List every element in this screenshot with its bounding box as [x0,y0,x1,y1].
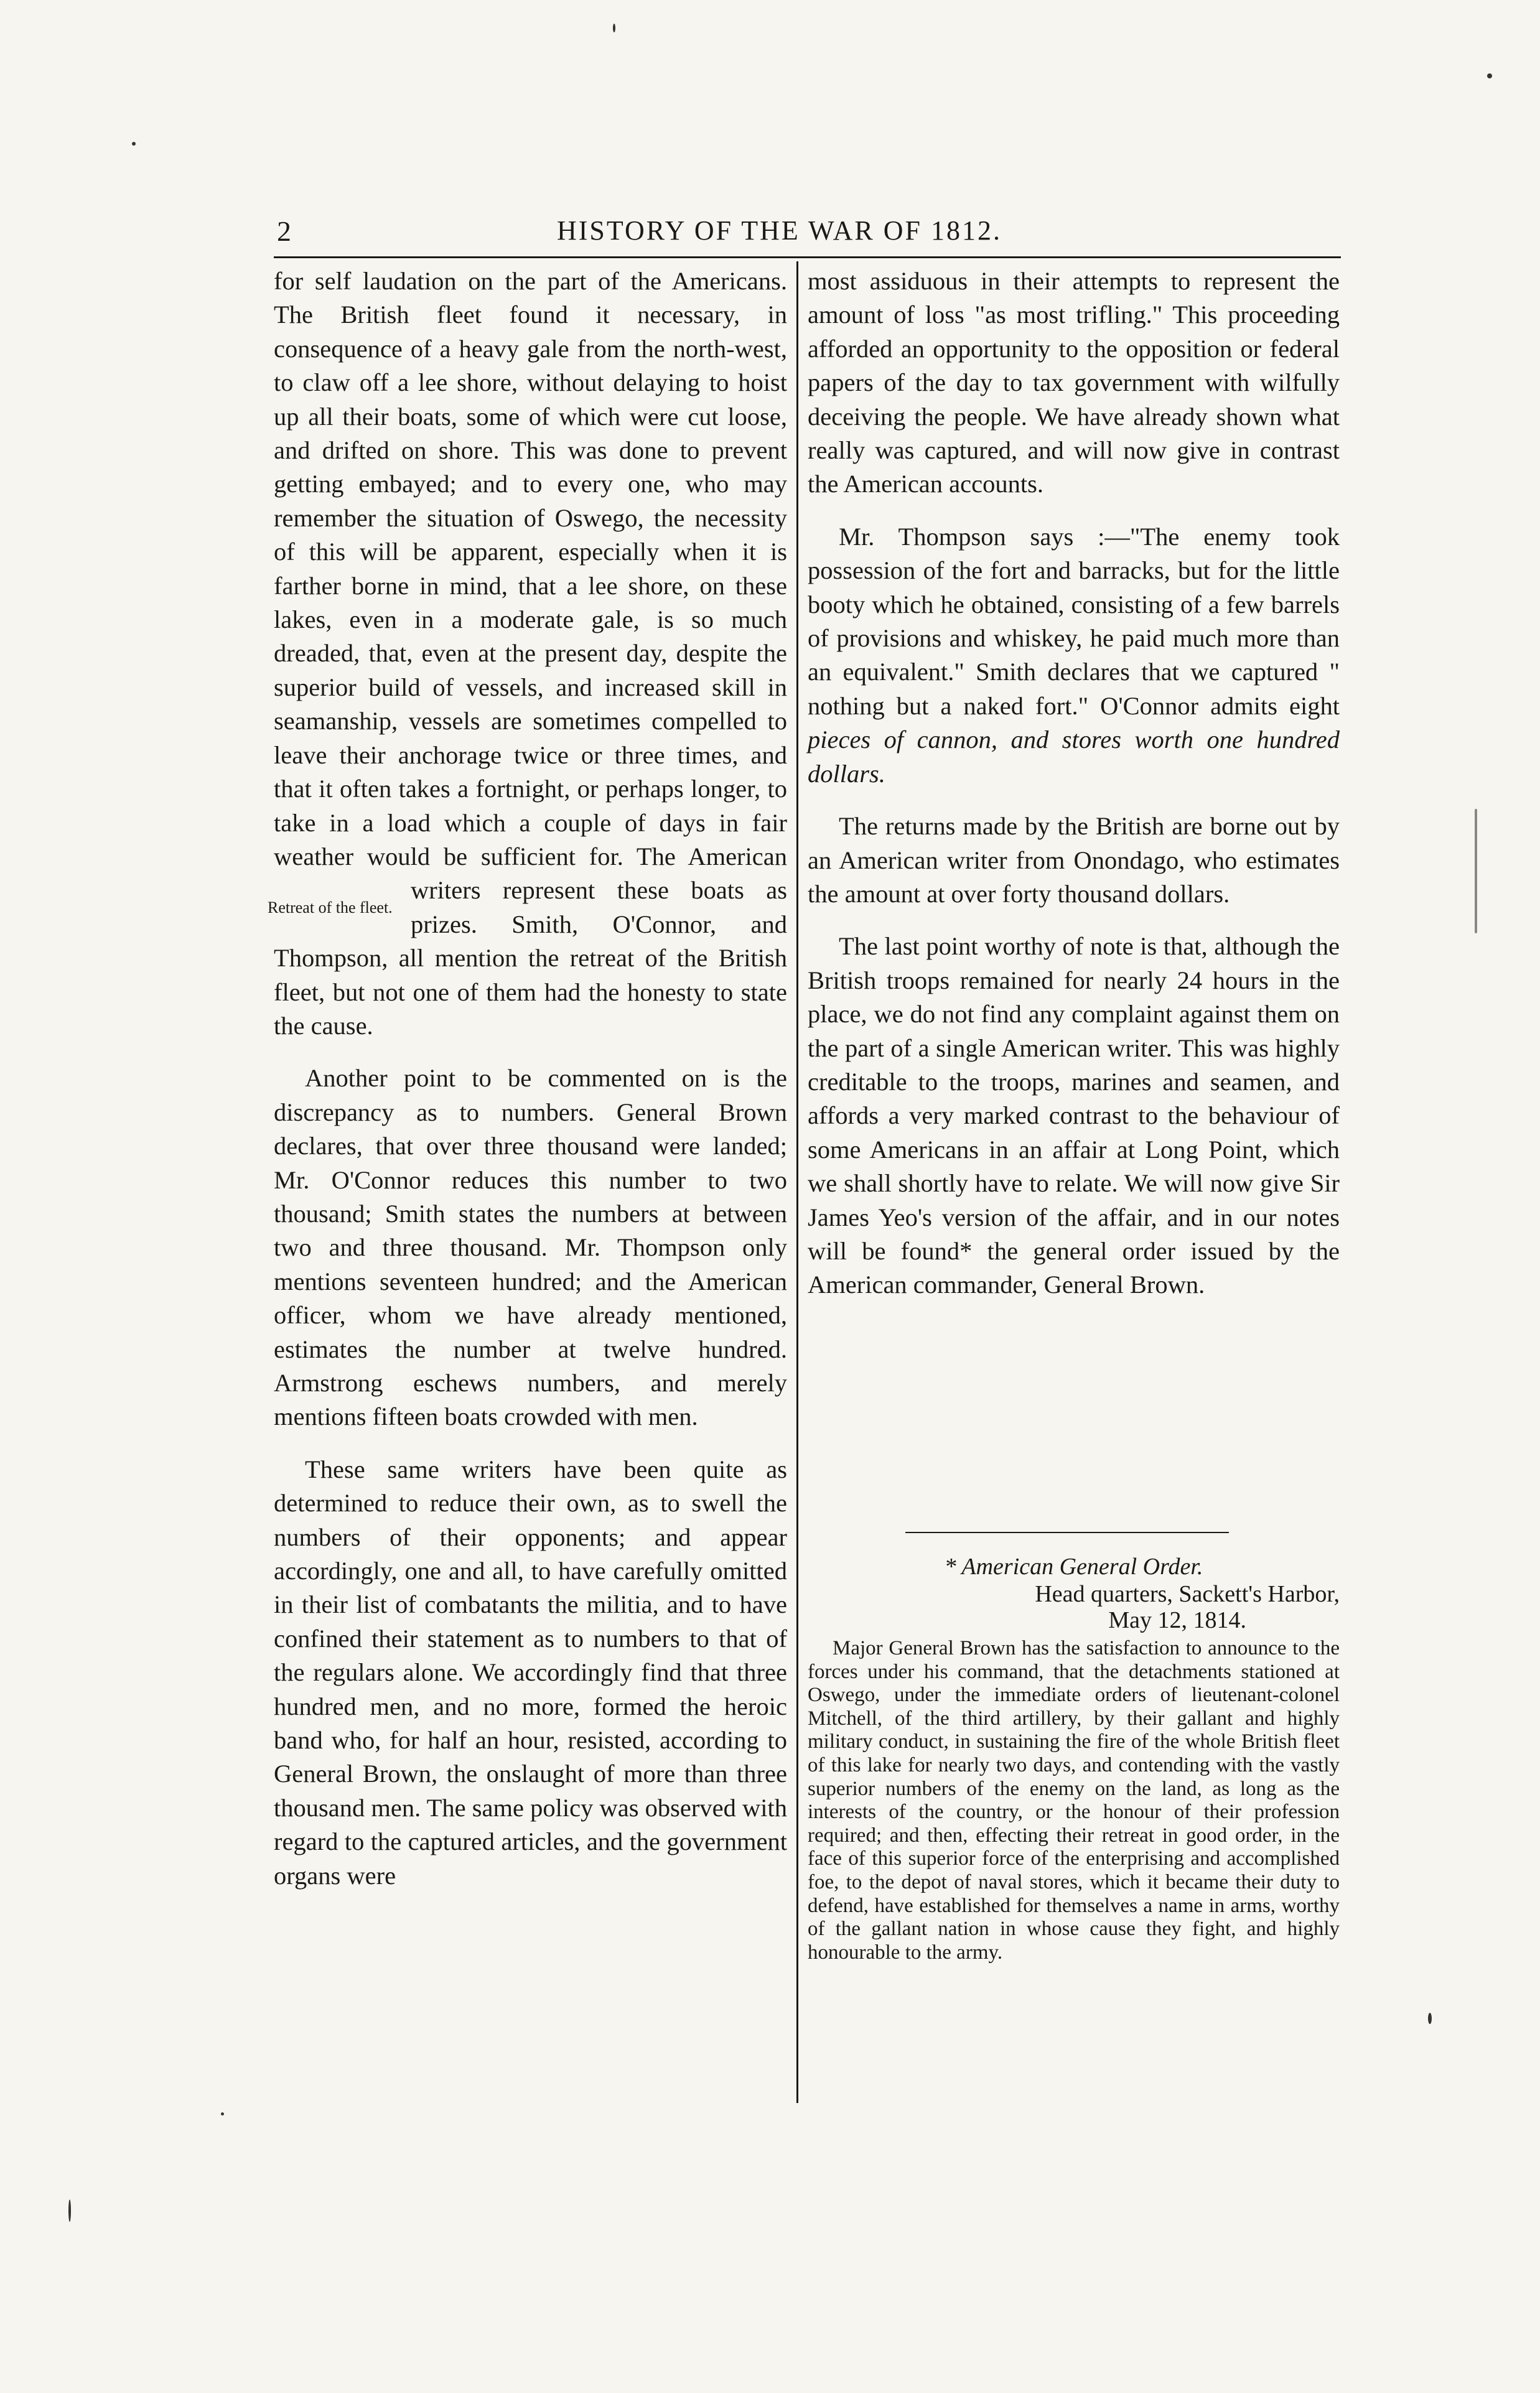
paragraph-returns: The returns made by the British are borne out by an American writer from Onondago, who estimates the amount at over forty thousand dollars. [808,812,1340,908]
scan-speck [1428,2013,1432,2024]
right-column [808,264,1340,1321]
paragraph-reduce-own: These same writers have been quite as determined to reduce their own, as to swell the numbers of their opponents; and appear accordingly, one and all, to have carefully omitted in their list of combatants the militia, and to have confined their statement as to numbers to that of the regulars alone. We accordingly find that three hundred men, and no more, formed the heroic band who, for half an hour, resisted, according to General Brown, the onslaught of more than three thousand men. The same policy was observed with regard to the captured articles, and the government organs were [274,1455,787,1890]
footnote-title: * American General Order. [944,1554,1203,1580]
footnote-dateline: Head quarters, Sackett's Harbor, [1035,1581,1340,1607]
paragraph-thompson [808,520,1340,791]
paragraph-fleet-retreat [268,264,787,1043]
page-number: 2 [277,215,293,247]
column-divider [796,261,798,2103]
scan-speck [1475,809,1477,933]
paragraph-numbers: Another point to be commented on is the discrepancy as to numbers. General Brown declares, that over three thousand were landed; Mr. O'Connor reduces this number to two thousand; Smith states the numbers at between two and three thousand. Mr. Thompson only mentions seventeen hundred; and the American officer, whom we have already mentioned, estimates the number at twelve hundred. Armstrong eschews numbers, and merely mentions fifteen boats crowded with men. [274,1064,787,1431]
footnote-rule [905,1532,1229,1533]
paragraph-text: writers represent these boats as prizes. Smith, O'Connor, and Thompson, all mention the retreat of the British fleet, but not one of them had the honesty to state the cause. [274,876,787,1040]
scan-speck [1487,73,1492,78]
paragraph-loss: most assiduous in their attempts to represent the amount of loss "as most trifling." This proceeding afforded an opportunity to the opposition or federal papers of the day to tax government with wilfully deceiving the people. We have already shown what really was captured, and will now give in contrast the American accounts. [808,267,1340,498]
italic-text: pieces of cannon, and stores worth one hundred dollars. [808,725,1340,788]
margin-note: Retreat of the fleet. [268,898,393,917]
paragraph-last-point: The last point worthy of note is that, although the British troops remained for nearly 24 hours in the place, we do not find any complaint against them on the part of a single American writer. This was highly creditable to the troops, marines and seamen, and affords a very marked contrast to the behaviour of some Americans in an affair at Long Point, which we shall shortly have to relate. We will now give Sir James Yeo's version of the affair, and in our notes will be found* the general order issued by the American commander, General Brown. [808,932,1340,1299]
scan-speck [613,24,615,32]
footnote-body: Major General Brown has the satisfaction to announce to the forces under his command, that the detachments stationed at Oswego, under the immediate orders of lieutenant-colonel Mitchell, of the third artillery, by their gallant and highly military conduct, in sustaining the fire of the whole British fleet of this lake for nearly two days, and contending with the vastly superior numbers of the enemy on the land, as long as the interests of the country, or the honour of their profession required; and then, effecting their retreat in good order, in the face of this superior force of the enterprising and accomplished foe, to the depot of naval stores, which it became their duty to defend, have established for themselves a name in arms, worthy of the gallant nation in whose cause they fight, and highly honourable to the army. [808,1637,1340,1964]
running-title: HISTORY OF THE WAR OF 1812. [557,215,1002,246]
paragraph-text: Mr. Thompson says :—"The enemy took possession of the fort and barracks, but for the little booty which he obtained, consisting of a few barrels of provisions and whiskey, he paid much more than an equivalent." Smith declares that we captured " nothing but a naked fort." O'Connor admits eight [808,522,1340,720]
scan-speck [132,142,136,146]
scan-speck [68,2199,71,2222]
footnote-date: May 12, 1814. [1108,1607,1246,1633]
left-column [268,264,787,1911]
footnote [808,1552,1340,1964]
paragraph-text: for self laudation on the part of the Americans. The British fleet found it necessary, in consequence of a heavy gale from the north-west, to claw off a lee shore, without delaying to hoist up all their boats, some of which were cut loose, and drifted on shore. This was done to prevent getting embayed; and to every one, who may remember the situation of Oswego, the necessity of this will be apparent, especially when it is farther borne in mind, that a lee shore, on these lakes, even in a moderate gale, is so much dreaded, that, even at the present day, despite the superior build of vessels, and increased skill in seamanship, vessels are sometimes compelled to leave their anchorage twice or three times, and that it often takes a fortnight, or perhaps longer, to take in a load which a couple of days in fair weather would be sufficient for. The American [274,267,787,870]
scan-speck [221,2112,224,2115]
header-rule [274,256,1341,258]
page-header [277,212,1341,255]
